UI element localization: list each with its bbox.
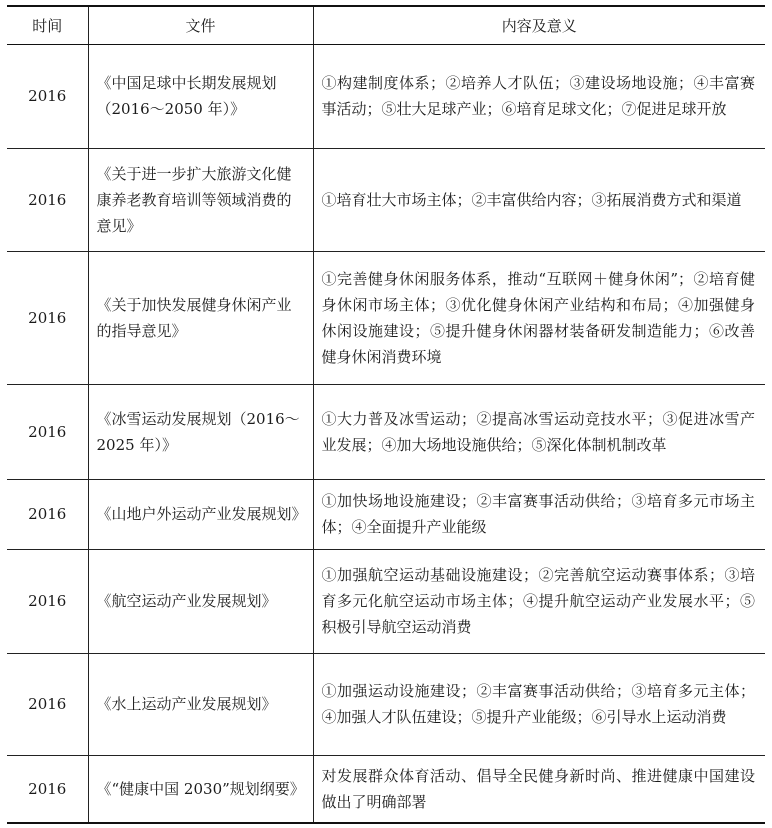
table-row <box>7 384 765 479</box>
content-cell: ①加快场地设施建设；②丰富赛事活动供给；③培育多元市场主体；④全面提升产业能级 <box>313 479 765 549</box>
content-cell: ①完善健身休闲服务体系，推动“互联网＋健身休闲”；②培育健身休闲市场主体；③优化健身休闲产业结构和布局；④加强健身休闲设施建设；⑤提升健身休闲器材装备研发制造能力；⑥改善健身休闲消费环境 <box>313 251 765 384</box>
table-row <box>7 549 765 653</box>
year-cell: 2016 <box>7 755 88 823</box>
year-cell: 2016 <box>7 384 88 479</box>
file-cell: 《关于加快发展健身休闲产业的指导意见》 <box>88 251 313 384</box>
year-cell: 2016 <box>7 479 88 549</box>
year-cell: 2016 <box>7 653 88 755</box>
table-row <box>7 755 765 823</box>
table-row <box>7 653 765 755</box>
header-content: 内容及意义 <box>313 6 765 44</box>
file-cell: 《关于进一步扩大旅游文化健康养老教育培训等领域消费的意见》 <box>88 148 313 251</box>
content-cell: ①构建制度体系；②培养人才队伍；③建设场地设施；④丰富赛事活动；⑤壮大足球产业；⑥培育足球文化；⑦促进足球开放 <box>313 44 765 148</box>
table-row <box>7 44 765 148</box>
policy-table <box>7 5 765 824</box>
file-cell: 《冰雪运动发展规划（2016～2025 年）》 <box>88 384 313 479</box>
year-cell: 2016 <box>7 44 88 148</box>
table-row <box>7 479 765 549</box>
table-row <box>7 251 765 384</box>
file-cell: 《山地户外运动产业发展规划》 <box>88 479 313 549</box>
content-cell: ①加强运动设施建设；②丰富赛事活动供给；③培育多元主体；④加强人才队伍建设；⑤提升产业能级；⑥引导水上运动消费 <box>313 653 765 755</box>
file-cell: 《中国足球中长期发展规划（2016～2050 年）》 <box>88 44 313 148</box>
file-cell: 《水上运动产业发展规划》 <box>88 653 313 755</box>
file-cell: 《“健康中国 2030”规划纲要》 <box>88 755 313 823</box>
content-cell: ①加强航空运动基础设施建设；②完善航空运动赛事体系；③培育多元化航空运动市场主体；④提升航空运动产业发展水平；⑤积极引导航空运动消费 <box>313 549 765 653</box>
content-cell: ①大力普及冰雪运动；②提高冰雪运动竞技水平；③促进冰雪产业发展；④加大场地设施供给；⑤深化体制机制改革 <box>313 384 765 479</box>
file-cell: 《航空运动产业发展规划》 <box>88 549 313 653</box>
header-time: 时间 <box>7 6 88 44</box>
table-header-row <box>7 6 765 44</box>
year-cell: 2016 <box>7 148 88 251</box>
content-cell: 对发展群众体育活动、倡导全民健身新时尚、推进健康中国建设做出了明确部署 <box>313 755 765 823</box>
table-row <box>7 148 765 251</box>
content-cell: ①培育壮大市场主体；②丰富供给内容；③拓展消费方式和渠道 <box>313 148 765 251</box>
year-cell: 2016 <box>7 251 88 384</box>
header-file: 文件 <box>88 6 313 44</box>
year-cell: 2016 <box>7 549 88 653</box>
